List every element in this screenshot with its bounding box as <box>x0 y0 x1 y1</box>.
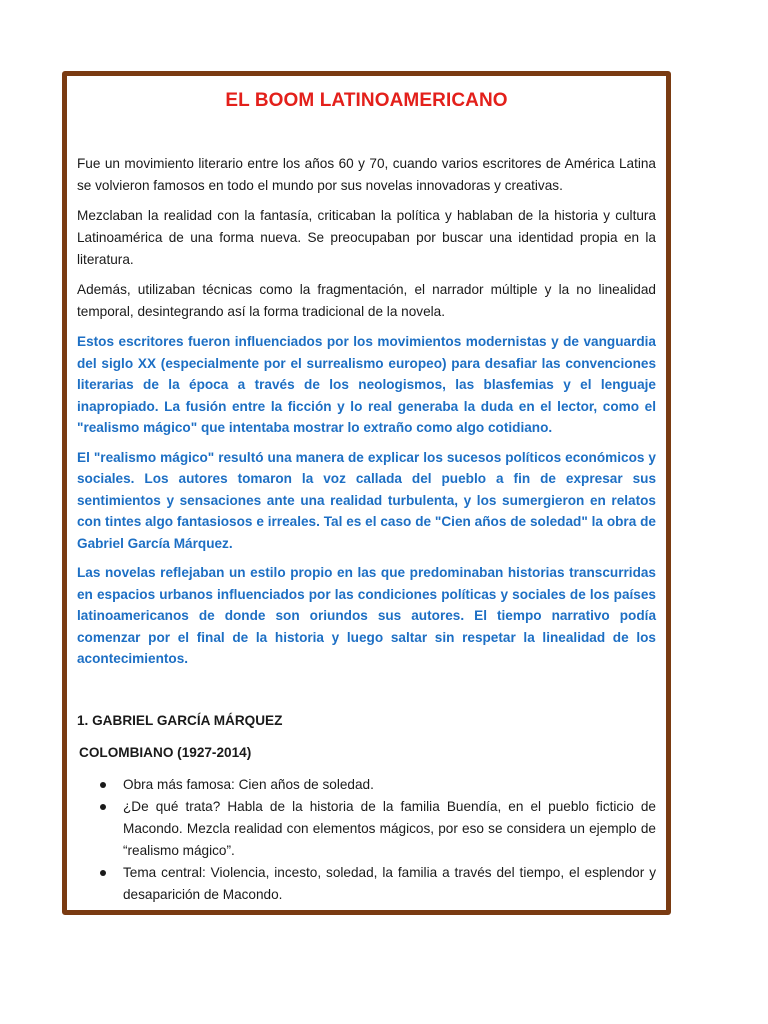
intro-paragraph: Fue un movimiento literario entre los años 60 y 70, cuando varios escritores de América Latina se volvieron famosos en todo el mundo por sus novelas innovadoras y creativas. <box>77 156 656 193</box>
list-item <box>123 862 656 906</box>
list-item-text: Tema central: Violencia, incesto, soledad, la familia a través del tiempo, el esplendor y desaparición de Macondo. <box>123 864 656 902</box>
bullet-list <box>77 774 656 906</box>
section-heading: 1. GABRIEL GARCÍA MÁRQUEZ <box>77 712 283 728</box>
bullet-icon <box>100 782 106 788</box>
document-frame <box>62 71 671 915</box>
document-content <box>77 76 656 906</box>
document-title: EL BOOM LATINOAMERICANO <box>225 90 508 111</box>
list-item-text: ¿De qué trata? Habla de la historia de la familia Buendía, en el pueblo ficticio de Macondo. Mezcla realidad con elementos mágicos, por eso se considera un ejemplo de “realismo mágico”. <box>123 798 656 858</box>
characteristics-paragraph: Mezclaban la realidad con la fantasía, criticaban la política y hablaban de la historia y cultura Latinoamérica de una forma nueva. Se preocupaban por buscar una identidad propia en la literatura. <box>77 208 656 267</box>
magical-realism-paragraph: El "realismo mágico" resultó una manera de explicar los sucesos políticos económicos y sociales. Los autores tomaron la voz callada del pueblo a fin de expresar sus sentimientos y sensaciones ante una realidad turbulenta, y los sumergieron en relatos con tintes algo fantasiosos e irreales. Tal es el caso de "Cien años de soledad" la obra de Gabriel García Márquez. <box>77 449 656 551</box>
list-item <box>123 774 656 796</box>
list-item <box>123 796 656 862</box>
section-subheading: COLOMBIANO (1927-2014) <box>79 744 252 760</box>
bullet-icon <box>100 870 106 876</box>
influences-paragraph: Estos escritores fueron influenciados por los movimientos modernistas y de vanguardia del siglo XX (especialmente por el surrealismo europeo) para desafiar las convenciones literarias de la época a través de los neologismos, las blasfemias y el lenguaje inapropiado. La fusión entre la ficción y lo real generaba la duda en el lector, como el "realismo mágico" que intentaba mostrar lo extraño como algo cotidiano. <box>77 334 656 435</box>
techniques-paragraph: Además, utilizaban técnicas como la fragmentación, el narrador múltiple y la no linealidad temporal, desintegrando así la forma tradicional de la novela. <box>77 282 656 319</box>
list-item-text: Obra más famosa: Cien años de soledad. <box>123 776 374 792</box>
narrative-style-paragraph: Las novelas reflejaban un estilo propio en las que predominaban historias transcurridas en espacios urbanos influenciados por las condiciones políticas y sociales de los países latinoamericanos de donde son oriundos sus autores. El tiempo narrativo podía comenzar por el final de la historia y luego saltar sin respetar la linealidad de los acontecimientos. <box>77 565 656 666</box>
bullet-icon <box>100 804 106 810</box>
